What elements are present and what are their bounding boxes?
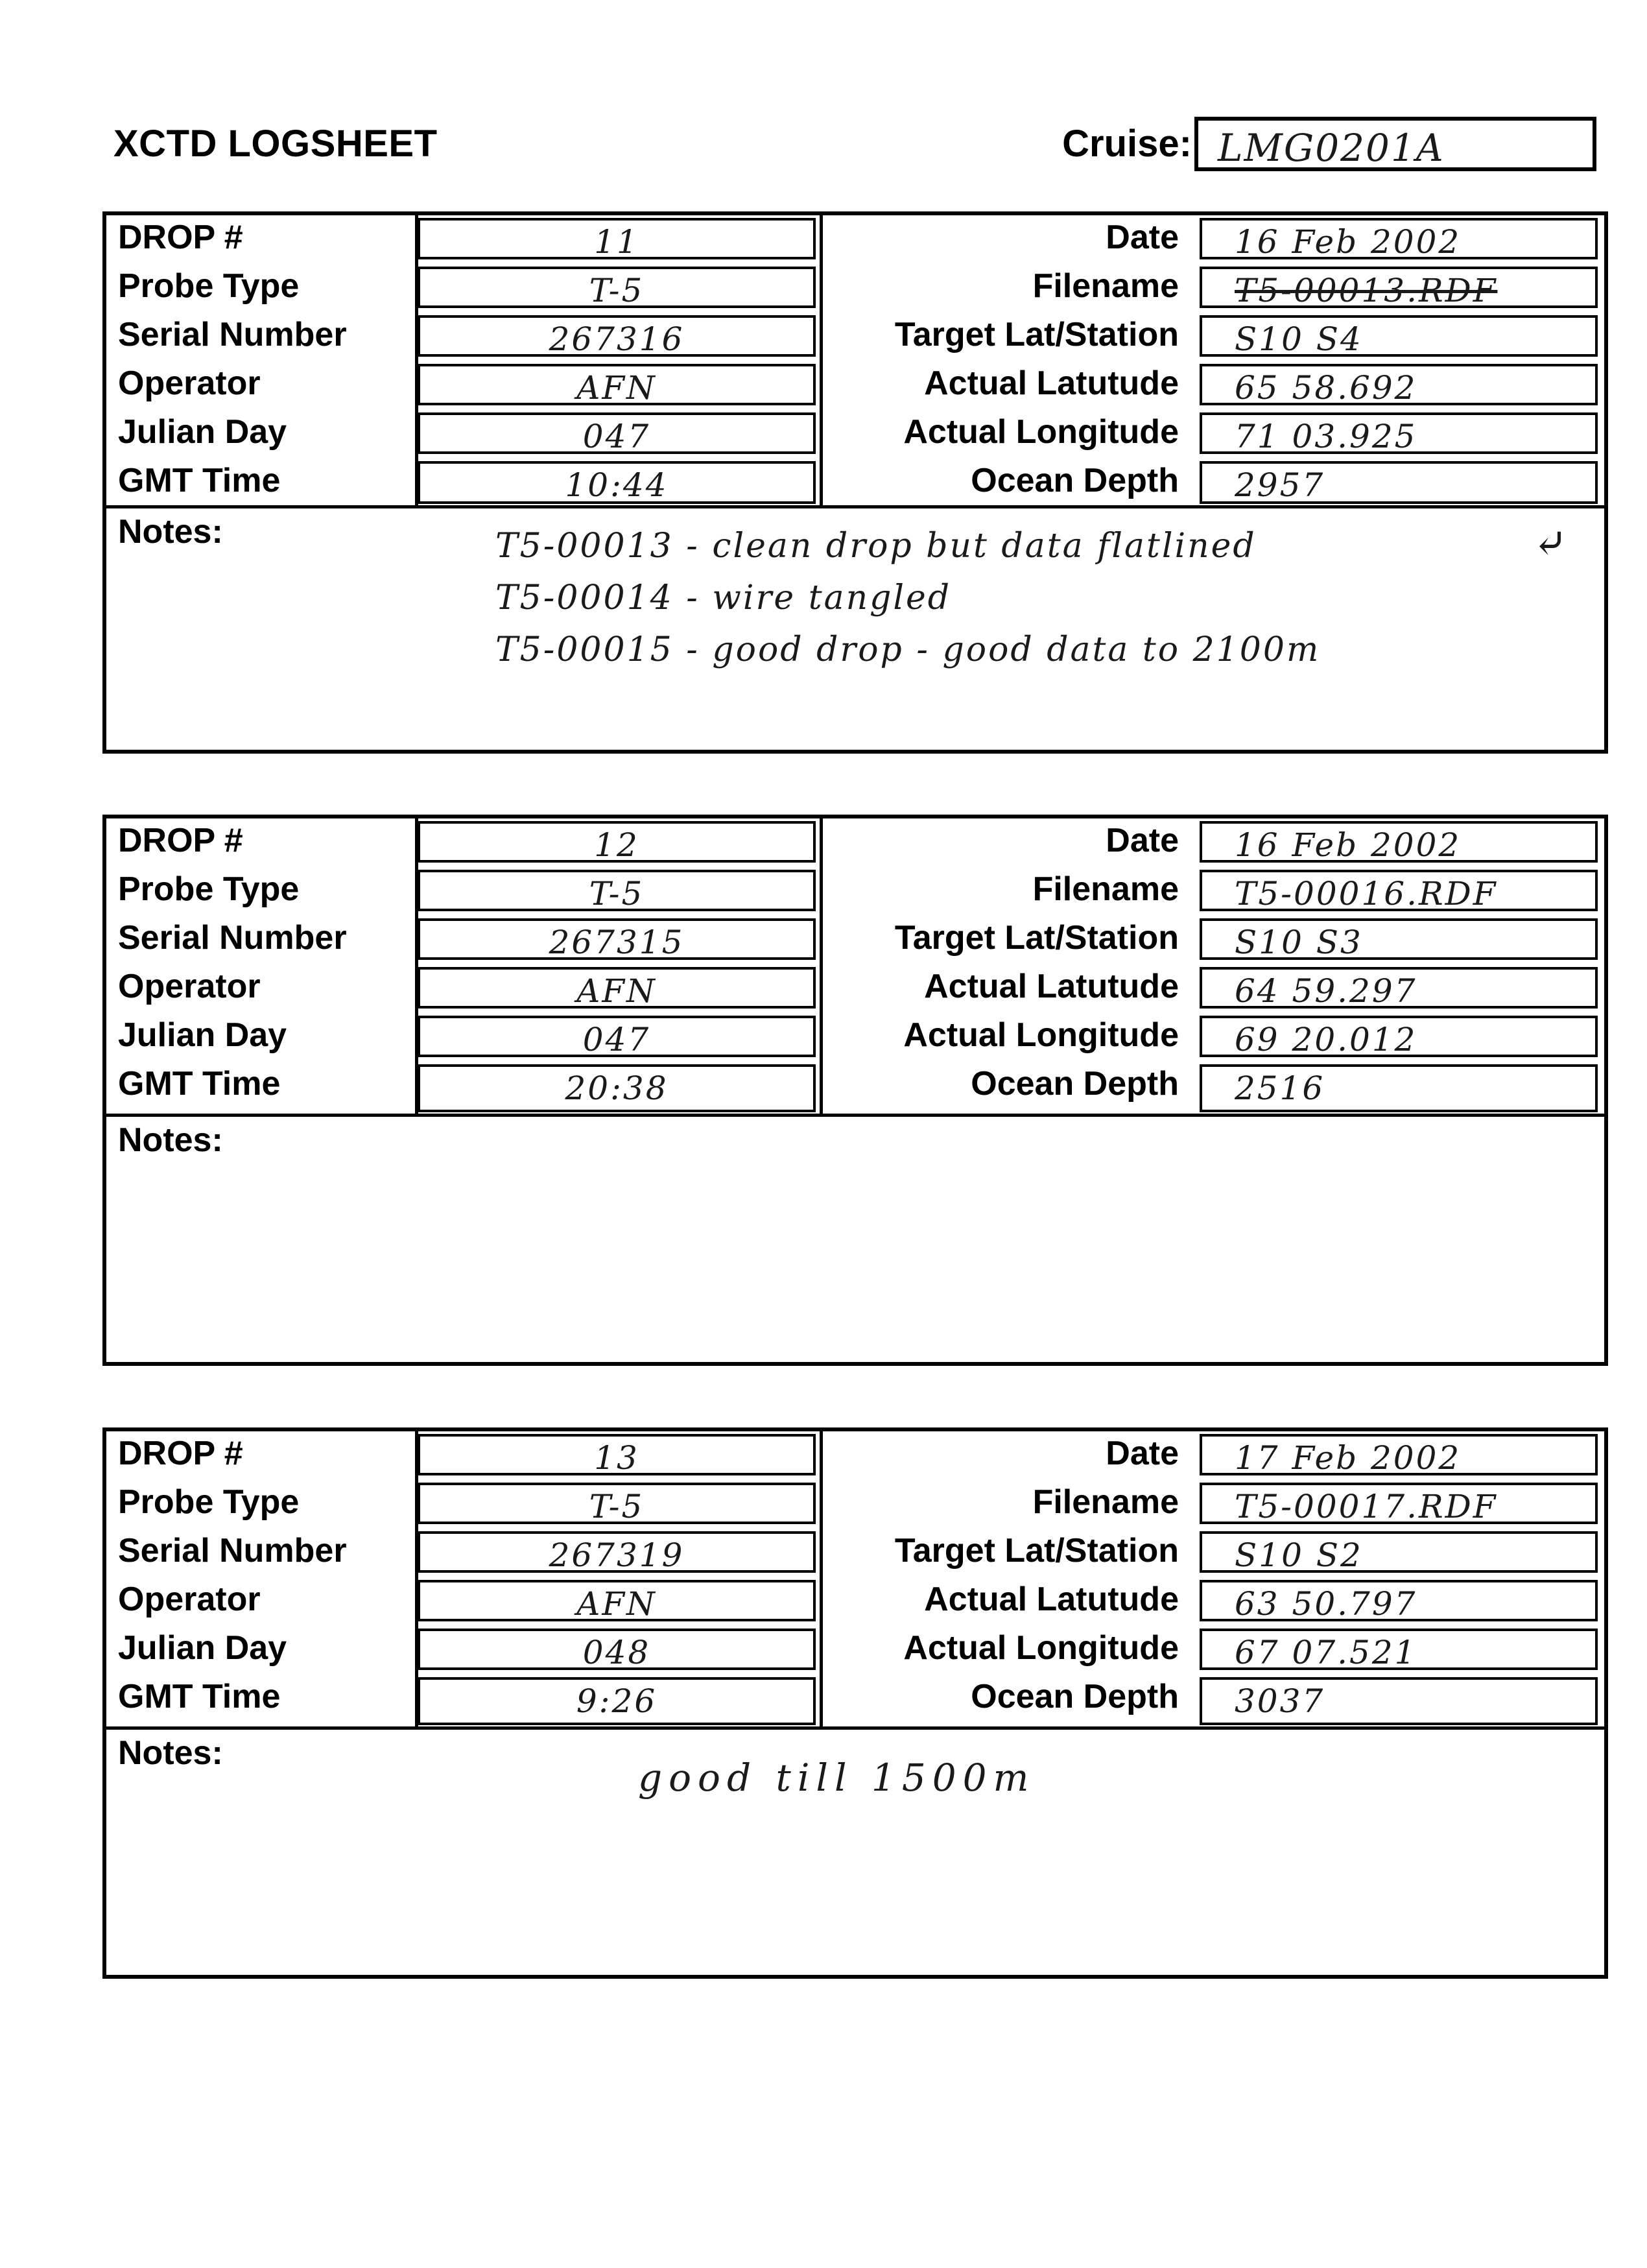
serial-number-value: 267316 (549, 320, 685, 358)
serial-number-field (418, 918, 816, 960)
operator-label: Operator (118, 968, 261, 1005)
serial-number-field (418, 315, 816, 357)
gmt-time-field (418, 1677, 816, 1725)
target-value: S10 S2 (1235, 1536, 1363, 1574)
ocean-depth-field (1200, 1677, 1598, 1725)
drop-label: DROP # (118, 1435, 243, 1472)
notes-line: good till 1500m (638, 1756, 1036, 1800)
drop-block-3 (102, 1427, 1608, 1979)
gmt-time-label: GMT Time (118, 462, 281, 499)
actual-latitude-value: 63 50.797 (1235, 1585, 1417, 1623)
julian-day-value: 048 (582, 1634, 651, 1671)
operator-value: AFN (576, 972, 657, 1010)
date-field (1200, 1434, 1598, 1475)
actual-latitude-field (1200, 364, 1598, 405)
probe-type-label: Probe Type (118, 1483, 300, 1521)
notes-line: T5-00015 - good drop - good data to 2100m (495, 630, 1321, 669)
filename-label: Filename (1032, 267, 1179, 305)
drop-field (418, 821, 816, 863)
cruise-label: Cruise: (1062, 123, 1192, 165)
serial-number-value: 267319 (549, 1536, 685, 1574)
actual-longitude-value: 67 07.521 (1235, 1634, 1417, 1671)
date-label: Date (1106, 219, 1179, 256)
operator-field (418, 1580, 816, 1621)
ocean-depth-field (1200, 461, 1598, 504)
probe-type-label: Probe Type (118, 267, 300, 305)
gmt-time-value: 20:38 (565, 1069, 669, 1107)
notes-label: Notes: (118, 513, 223, 551)
julian-day-label: Julian Day (118, 1016, 287, 1054)
drop-value: 12 (594, 826, 639, 864)
drop-label: DROP # (118, 822, 243, 859)
cruise-field (1194, 117, 1596, 171)
notes-label: Notes: (118, 1121, 223, 1159)
ocean-depth-value: 2516 (1235, 1069, 1325, 1107)
operator-label: Operator (118, 364, 261, 402)
serial-number-field (418, 1531, 816, 1573)
gmt-time-value: 10:44 (565, 466, 669, 504)
filename-value: T5-00016.RDF (1235, 875, 1498, 913)
actual-longitude-value: 71 03.925 (1235, 418, 1417, 455)
drop-block-1 (102, 211, 1608, 754)
operator-field (418, 967, 816, 1009)
date-value: 16 Feb 2002 (1235, 826, 1462, 864)
gmt-time-value: 9:26 (576, 1682, 658, 1720)
ocean-depth-label: Ocean Depth (971, 1065, 1179, 1103)
operator-field (418, 364, 816, 405)
julian-day-field (418, 412, 816, 454)
gmt-time-label: GMT Time (118, 1678, 281, 1715)
drop-field (418, 218, 816, 259)
probe-type-label: Probe Type (118, 870, 300, 908)
ocean-depth-field (1200, 1064, 1598, 1112)
julian-day-field (418, 1629, 816, 1670)
target-field (1200, 315, 1598, 357)
actual-longitude-label: Actual Longitude (903, 1629, 1179, 1667)
target-label: Target Lat/Station (894, 1532, 1179, 1570)
date-field (1200, 821, 1598, 863)
target-value: S10 S4 (1235, 320, 1363, 358)
date-label: Date (1106, 1435, 1179, 1472)
ocean-depth-value: 2957 (1235, 466, 1325, 504)
arrow-icon: ⤶ (1533, 520, 1568, 568)
drop-label: DROP # (118, 219, 243, 256)
target-field (1200, 1531, 1598, 1573)
actual-latitude-label: Actual Latutude (924, 1581, 1179, 1618)
ocean-depth-label: Ocean Depth (971, 1678, 1179, 1715)
notes-line: T5-00014 - wire tangled (495, 579, 952, 617)
actual-longitude-value: 69 20.012 (1235, 1021, 1417, 1058)
page-title: XCTD LOGSHEET (113, 123, 438, 165)
probe-type-value: T-5 (589, 1488, 645, 1525)
julian-day-field (418, 1016, 816, 1057)
filename-value: T5-00013.RDF (1235, 272, 1498, 309)
filename-value: T5-00017.RDF (1235, 1488, 1498, 1525)
filename-field (1200, 870, 1598, 911)
date-value: 17 Feb 2002 (1235, 1439, 1462, 1477)
filename-label: Filename (1032, 870, 1179, 908)
ocean-depth-label: Ocean Depth (971, 462, 1179, 499)
julian-day-value: 047 (582, 1021, 651, 1058)
cruise-value: LMG0201A (1218, 126, 1445, 170)
notes-label: Notes: (118, 1734, 223, 1772)
operator-value: AFN (576, 369, 657, 407)
gmt-time-label: GMT Time (118, 1065, 281, 1103)
julian-day-label: Julian Day (118, 413, 287, 451)
ocean-depth-value: 3037 (1235, 1682, 1325, 1720)
drop-value: 13 (594, 1439, 639, 1477)
serial-number-value: 267315 (549, 924, 685, 961)
probe-type-field (418, 1483, 816, 1524)
drop-field (418, 1434, 816, 1475)
julian-day-label: Julian Day (118, 1629, 287, 1667)
julian-day-value: 047 (582, 418, 651, 455)
actual-latitude-value: 64 59.297 (1235, 972, 1417, 1010)
probe-type-value: T-5 (589, 875, 645, 913)
actual-latitude-field (1200, 967, 1598, 1009)
filename-field (1200, 267, 1598, 308)
actual-longitude-field (1200, 412, 1598, 454)
actual-longitude-label: Actual Longitude (903, 413, 1179, 451)
actual-latitude-label: Actual Latutude (924, 364, 1179, 402)
actual-latitude-field (1200, 1580, 1598, 1621)
probe-type-field (418, 267, 816, 308)
actual-latitude-label: Actual Latutude (924, 968, 1179, 1005)
date-field (1200, 218, 1598, 259)
target-label: Target Lat/Station (894, 919, 1179, 957)
probe-type-field (418, 870, 816, 911)
filename-label: Filename (1032, 1483, 1179, 1521)
operator-label: Operator (118, 1581, 261, 1618)
actual-latitude-value: 65 58.692 (1235, 369, 1417, 407)
actual-longitude-field (1200, 1016, 1598, 1057)
target-field (1200, 918, 1598, 960)
serial-number-label: Serial Number (118, 919, 347, 957)
target-label: Target Lat/Station (894, 316, 1179, 353)
serial-number-label: Serial Number (118, 316, 347, 353)
date-value: 16 Feb 2002 (1235, 223, 1462, 261)
date-label: Date (1106, 822, 1179, 859)
gmt-time-field (418, 1064, 816, 1112)
drop-block-2 (102, 815, 1608, 1366)
drop-value: 11 (594, 223, 639, 261)
actual-longitude-label: Actual Longitude (903, 1016, 1179, 1054)
operator-value: AFN (576, 1585, 657, 1623)
probe-type-value: T-5 (589, 272, 645, 309)
actual-longitude-field (1200, 1629, 1598, 1670)
serial-number-label: Serial Number (118, 1532, 347, 1570)
notes-line: T5-00013 - clean drop but data flatlined (495, 527, 1257, 566)
target-value: S10 S3 (1235, 924, 1363, 961)
gmt-time-field (418, 461, 816, 504)
filename-field (1200, 1483, 1598, 1524)
